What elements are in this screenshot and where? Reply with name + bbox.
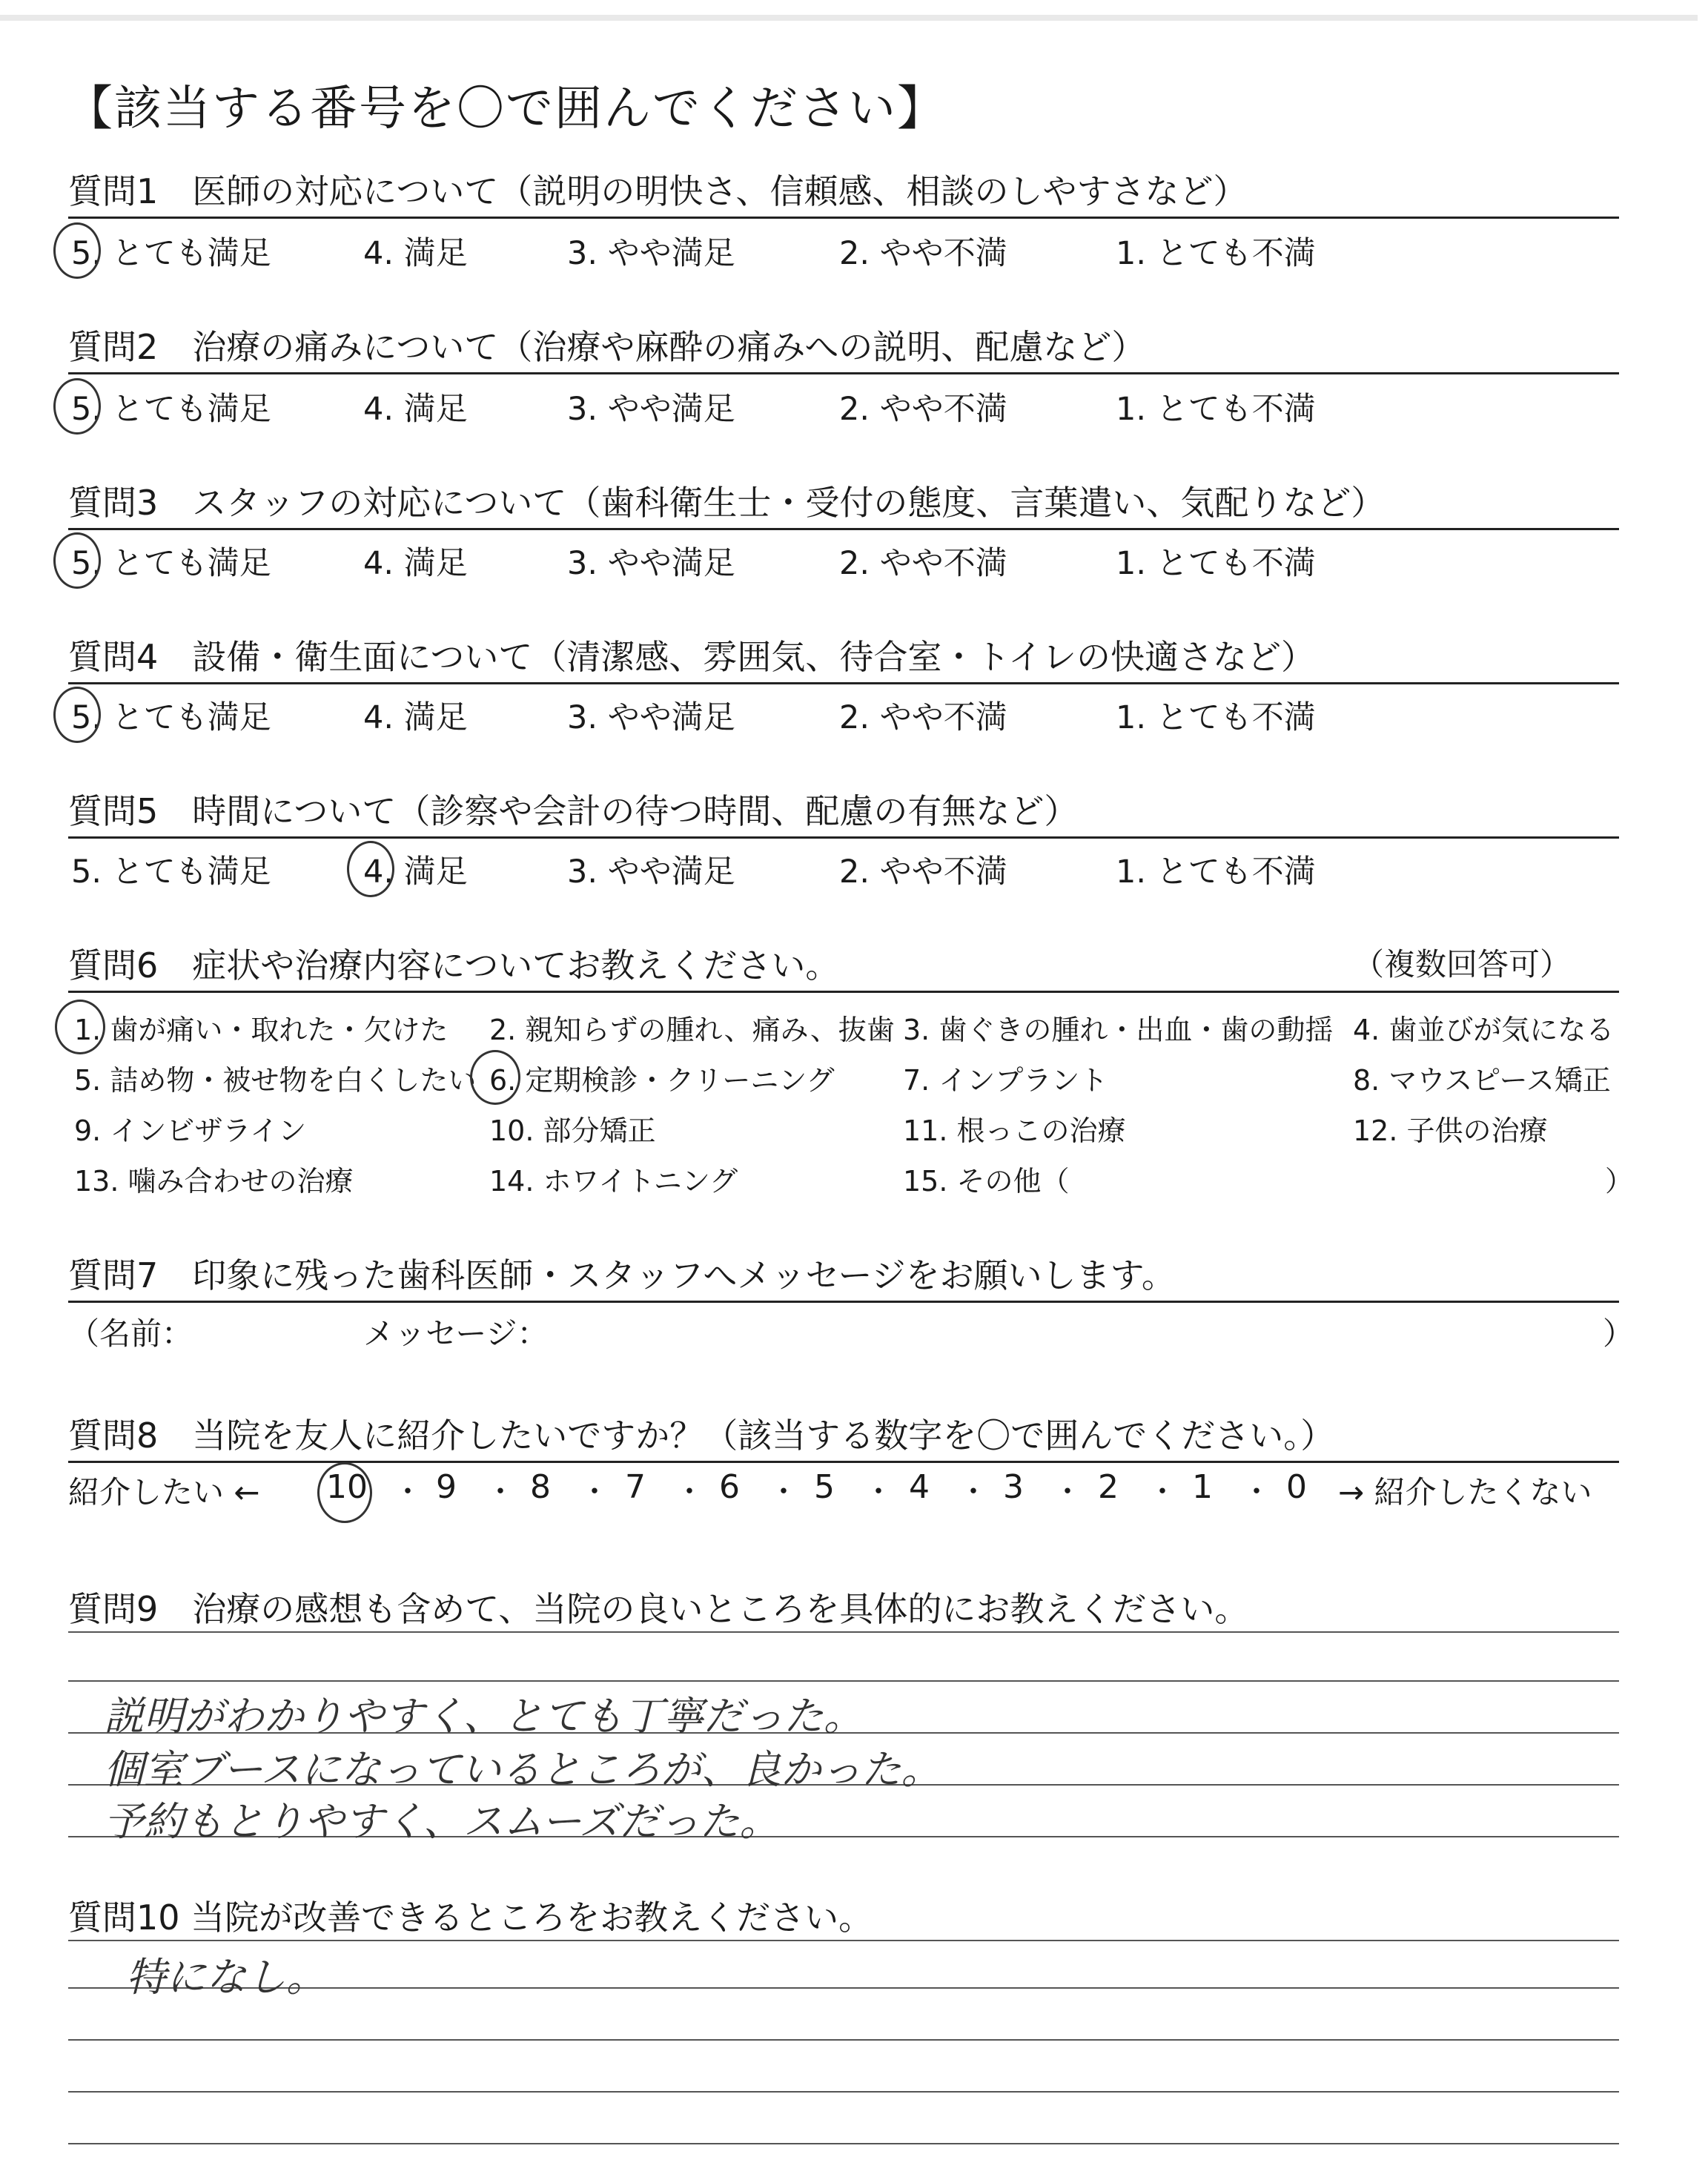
q1-option-2[interactable]: 2. やや不満 xyxy=(839,235,1007,272)
q6-other-close-paren: ） xyxy=(1605,1165,1634,1198)
question-1-title: 質問1 医師の対応について（説明の明快さ、信頼感、相談のしやすさなど） xyxy=(68,171,1248,211)
scan-edge xyxy=(0,15,1698,21)
q8-scale-7[interactable]: 7 xyxy=(625,1468,646,1506)
question-8-title: 質問8 当院を友人に紹介したいですか？（該当する数字を〇で囲んでください。） xyxy=(68,1416,1335,1456)
q6-selected-circle-1 xyxy=(55,1000,105,1054)
question-3-title: 質問3 スタッフの対応について（歯科衛生士・受付の態度、言葉遣い、気配りなど） xyxy=(68,483,1386,523)
question-5-rule xyxy=(68,836,1619,839)
q5-option-2[interactable]: 2. やや不満 xyxy=(839,853,1007,891)
q8-scale-4[interactable]: 4 xyxy=(909,1468,930,1506)
q8-scale-5[interactable]: 5 xyxy=(814,1468,835,1506)
q6-option-8[interactable]: 8. マウスピース矯正 xyxy=(1353,1064,1611,1097)
q4-selected-circle xyxy=(53,687,101,743)
q6-option-5[interactable]: 5. 詰め物・被せ物を白くしたい xyxy=(74,1064,477,1097)
q8-right-label: → 紹介したくない xyxy=(1338,1474,1592,1510)
q1-option-1[interactable]: 1. とても不満 xyxy=(1116,235,1316,272)
q6-option-3[interactable]: 3. 歯ぐきの腫れ・出血・歯の動揺 xyxy=(903,1014,1334,1046)
scale-separator: ・ xyxy=(580,1475,609,1509)
question-6-rule xyxy=(68,991,1619,993)
q1-option-5[interactable]: 5. とても満足 xyxy=(71,235,271,272)
q1-option-3[interactable]: 3. やや満足 xyxy=(567,235,735,272)
question-10-title: 質問10 当院が改善できるところをお教えください。 xyxy=(68,1898,873,1938)
q2-option-1[interactable]: 1. とても不満 xyxy=(1116,391,1316,428)
q3-option-5[interactable]: 5. とても満足 xyxy=(71,545,271,582)
q7-message-label: メッセージ： xyxy=(363,1315,549,1352)
q8-left-label: 紹介したい ← xyxy=(68,1474,260,1510)
q8-scale-9[interactable]: 9 xyxy=(436,1468,457,1506)
q5-option-4[interactable]: 4. 満足 xyxy=(363,853,468,891)
q2-option-4[interactable]: 4. 満足 xyxy=(363,391,468,428)
question-3-rule xyxy=(68,528,1619,530)
q6-option-9[interactable]: 9. インビザライン xyxy=(74,1114,307,1147)
question-2-rule xyxy=(68,372,1619,374)
q6-option-13[interactable]: 13. 噛み合わせの治療 xyxy=(74,1165,354,1198)
q8-scale-6[interactable]: 6 xyxy=(719,1468,740,1506)
q6-option-12[interactable]: 12. 子供の治療 xyxy=(1353,1114,1548,1147)
instruction-header: 【該当する番号を〇で囲んでください】 xyxy=(65,82,946,136)
question-2-title: 質問2 治療の痛みについて（治療や麻酔の痛みへの説明、配慮など） xyxy=(68,327,1146,367)
q8-scale-0[interactable]: 0 xyxy=(1286,1468,1307,1506)
scale-separator: ・ xyxy=(959,1475,988,1509)
q5-option-3[interactable]: 3. やや満足 xyxy=(567,853,735,891)
q2-option-2[interactable]: 2. やや不満 xyxy=(839,391,1007,428)
question-4-rule xyxy=(68,682,1619,684)
question-7-title: 質問7 印象に残った歯科医師・スタッフへメッセージをお願いします。 xyxy=(68,1255,1176,1295)
scale-separator: ・ xyxy=(864,1475,893,1509)
q3-selected-circle xyxy=(53,532,101,589)
scale-separator: ・ xyxy=(675,1475,704,1509)
question-4-title: 質問4 設備・衛生面について（清潔感、雰囲気、待合室・トイレの快適さなど） xyxy=(68,637,1316,677)
question-1-rule xyxy=(68,217,1619,219)
q6-option-6[interactable]: 6. 定期検診・クリーニング xyxy=(489,1064,835,1097)
q6-option-7[interactable]: 7. インプラント xyxy=(903,1064,1108,1097)
q7-close-paren: ） xyxy=(1603,1315,1635,1352)
q6-option-10[interactable]: 10. 部分矯正 xyxy=(489,1114,656,1147)
q4-option-2[interactable]: 2. やや不満 xyxy=(839,699,1007,736)
q1-selected-circle xyxy=(53,222,101,279)
q9-handwritten-answer-1: 説明がわかりやすく、とても丁寧だった。 xyxy=(104,1693,864,1740)
q4-option-4[interactable]: 4. 満足 xyxy=(363,699,468,736)
question-7-rule xyxy=(68,1301,1619,1303)
scale-separator: ・ xyxy=(1242,1475,1271,1509)
q9-handwritten-answer-2: 個室ブースになっているところが、良かった。 xyxy=(104,1746,941,1793)
q6-option-1[interactable]: 1. 歯が痛い・取れた・欠けた xyxy=(74,1014,448,1046)
q2-option-3[interactable]: 3. やや満足 xyxy=(567,391,735,428)
q4-option-5[interactable]: 5. とても満足 xyxy=(71,699,271,736)
question-6-note: （複数回答可） xyxy=(1353,946,1572,982)
q10-answer-line xyxy=(68,2091,1619,2093)
q5-option-5[interactable]: 5. とても満足 xyxy=(71,853,271,891)
q5-option-1[interactable]: 1. とても不満 xyxy=(1116,853,1316,891)
q2-option-5[interactable]: 5. とても満足 xyxy=(71,391,271,428)
q10-answer-line xyxy=(68,2039,1619,2041)
q3-option-1[interactable]: 1. とても不満 xyxy=(1116,545,1316,582)
question-9-title: 質問9 治療の感想も含めて、当院の良いところを具体的にお教えください。 xyxy=(68,1589,1249,1629)
q10-handwritten-answer: 特になし。 xyxy=(126,1954,326,2001)
q9-answer-line xyxy=(68,1680,1619,1682)
q8-selected-circle xyxy=(317,1462,372,1523)
q3-option-3[interactable]: 3. やや満足 xyxy=(567,545,735,582)
q8-scale-10[interactable]: 10 xyxy=(326,1468,368,1506)
q6-option-2[interactable]: 2. 親知らずの腫れ、痛み、抜歯 xyxy=(489,1014,895,1046)
q10-answer-line xyxy=(68,1940,1619,1941)
scale-separator: ・ xyxy=(769,1475,798,1509)
q2-selected-circle xyxy=(53,378,101,435)
q6-option-15[interactable]: 15. その他（ xyxy=(903,1165,1070,1198)
q9-answer-line xyxy=(68,1631,1619,1633)
q6-option-11[interactable]: 11. 根っこの治療 xyxy=(903,1114,1126,1147)
q8-scale-1[interactable]: 1 xyxy=(1192,1468,1213,1506)
q4-option-3[interactable]: 3. やや満足 xyxy=(567,699,735,736)
question-8-rule xyxy=(68,1461,1619,1463)
scale-separator: ・ xyxy=(486,1475,515,1509)
q6-option-14[interactable]: 14. ホワイトニング xyxy=(489,1165,738,1198)
q6-selected-circle-6 xyxy=(470,1050,520,1105)
q3-option-4[interactable]: 4. 満足 xyxy=(363,545,468,582)
q9-handwritten-answer-3: 予約もとりやすく、スムーズだった。 xyxy=(104,1798,780,1845)
q4-option-1[interactable]: 1. とても不満 xyxy=(1116,699,1316,736)
q1-option-4[interactable]: 4. 満足 xyxy=(363,235,468,272)
q8-scale-3[interactable]: 3 xyxy=(1003,1468,1024,1506)
q10-answer-line xyxy=(68,2143,1619,2144)
scale-separator: ・ xyxy=(1148,1475,1177,1509)
question-6-title: 質問6 症状や治療内容についてお教えください。 xyxy=(68,945,840,985)
scale-separator: ・ xyxy=(1053,1475,1082,1509)
q7-name-label: （名前： xyxy=(68,1315,193,1352)
q6-option-4[interactable]: 4. 歯並びが気になる xyxy=(1353,1014,1615,1046)
q8-scale-2[interactable]: 2 xyxy=(1098,1468,1119,1506)
question-5-title: 質問5 時間について（診察や会計の待つ時間、配慮の有無など） xyxy=(68,791,1079,831)
q5-selected-circle xyxy=(347,841,394,897)
scale-separator: ・ xyxy=(393,1475,423,1509)
q3-option-2[interactable]: 2. やや不満 xyxy=(839,545,1007,582)
q8-scale-8[interactable]: 8 xyxy=(530,1468,551,1506)
